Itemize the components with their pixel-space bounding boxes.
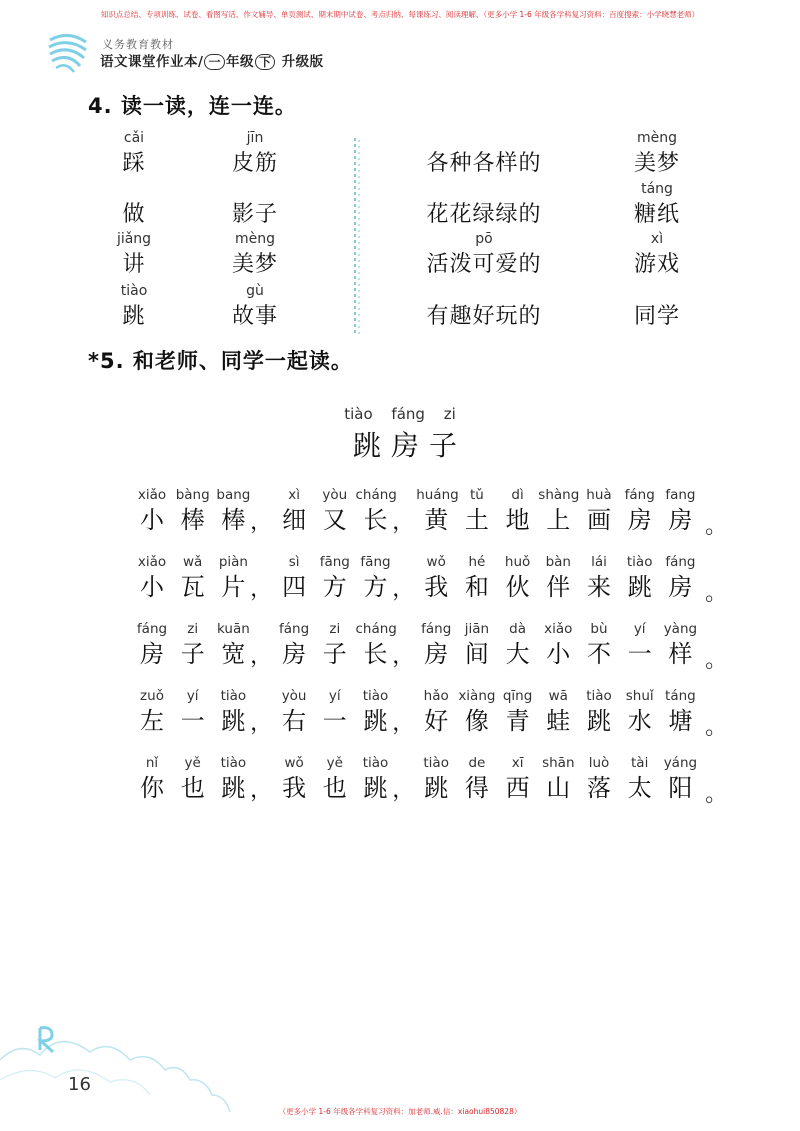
poem-character xyxy=(457,554,497,602)
character-hanzi: 阳 xyxy=(668,774,693,802)
character-hanzi: 长 xyxy=(363,640,388,668)
character-pinyin: xiàng xyxy=(458,688,496,704)
poem-character xyxy=(538,554,578,602)
poem-character xyxy=(132,554,172,602)
poem-character xyxy=(356,688,396,736)
poem-character xyxy=(498,487,538,535)
character-pinyin: yí xyxy=(186,688,199,704)
publisher-logo-icon xyxy=(46,30,90,74)
poem-character xyxy=(579,487,619,535)
q4-left-word-pinyin: cǎi xyxy=(123,130,145,146)
character-hanzi: 跳 xyxy=(363,774,388,802)
character-pinyin: tiào xyxy=(220,755,247,771)
poem-character xyxy=(457,621,497,669)
character-pinyin: xiǎo xyxy=(137,554,167,570)
poem-character xyxy=(538,755,578,803)
poem-period: 。 xyxy=(705,782,728,807)
character-pinyin: fáng xyxy=(279,621,310,637)
poem-comma: ， xyxy=(250,711,273,736)
character-hanzi: 长 xyxy=(363,506,388,534)
poem-character xyxy=(660,554,700,602)
character-pinyin: fāng xyxy=(360,554,391,570)
poem-comma: ， xyxy=(250,577,273,602)
poem-character xyxy=(315,755,355,803)
character-hanzi: 也 xyxy=(322,774,347,802)
poem-character xyxy=(173,688,213,736)
series-label: 义务教育教材 xyxy=(102,38,174,51)
q4-left-word[interactable]: 踩 xyxy=(122,151,146,176)
poem-character xyxy=(457,755,497,803)
character-pinyin: tài xyxy=(631,755,649,771)
character-pinyin: nǐ xyxy=(145,755,159,771)
poem-character xyxy=(660,688,700,736)
character-pinyin: fáng xyxy=(624,487,655,503)
character-hanzi: 子 xyxy=(322,640,347,668)
character-pinyin: huǒ xyxy=(504,554,531,570)
character-pinyin: bang xyxy=(216,487,251,503)
character-hanzi: 跳 xyxy=(221,707,246,735)
poem-comma: ， xyxy=(392,510,415,535)
character-pinyin: fang xyxy=(665,487,696,503)
poem-character xyxy=(356,487,396,535)
character-pinyin: yí xyxy=(328,688,341,704)
poem-character xyxy=(173,621,213,669)
top-note: 知识点总结、专项训练、试卷、看图写话、作文辅导、单页测试、期末期中试卷、考点归纳、每课练习、阅读理解、（更多小学 1-6 年级各学科复习资料：百度搜索：小学晓慧老师） xyxy=(100,10,700,19)
character-hanzi: 棒 xyxy=(180,506,205,534)
character-hanzi: 又 xyxy=(322,506,347,534)
character-pinyin: yí xyxy=(633,621,646,637)
poem-character xyxy=(416,621,456,669)
q4-left-object[interactable]: 皮筋 xyxy=(231,151,278,176)
poem-character xyxy=(213,688,253,736)
character-hanzi: 来 xyxy=(587,573,611,601)
character-pinyin: zuǒ xyxy=(140,688,164,704)
poem-comma: ， xyxy=(392,644,415,669)
character-hanzi: 样 xyxy=(668,640,693,668)
poem-comma: ， xyxy=(250,644,273,669)
character-hanzi: 房 xyxy=(668,573,693,601)
character-hanzi: 小 xyxy=(546,640,571,668)
poem-character xyxy=(213,554,253,602)
character-hanzi: 画 xyxy=(587,506,611,534)
poem-character xyxy=(315,487,355,535)
character-pinyin: tǔ xyxy=(469,487,484,503)
character-pinyin: huáng xyxy=(416,487,459,503)
character-pinyin: táng xyxy=(665,688,696,704)
character-hanzi: 房 xyxy=(282,640,307,668)
poem-line xyxy=(0,487,800,551)
character-pinyin: shàng xyxy=(538,487,580,503)
poem-character xyxy=(132,621,172,669)
grade-number-badge: 一 xyxy=(204,54,225,70)
character-hanzi: 你 xyxy=(140,774,164,802)
poem-line xyxy=(0,621,800,685)
character-hanzi: 宽 xyxy=(221,640,246,668)
q4-right-object[interactable]: 美梦 xyxy=(633,151,680,176)
character-pinyin: hǎo xyxy=(423,688,449,704)
grade-label: 年级 xyxy=(225,54,254,70)
book-title xyxy=(100,50,324,70)
character-pinyin: zi xyxy=(329,621,341,637)
character-hanzi: 落 xyxy=(587,774,611,802)
character-hanzi: 伙 xyxy=(505,573,530,601)
poem-period: 。 xyxy=(705,715,728,740)
poem-character xyxy=(538,621,578,669)
poem-character xyxy=(173,487,213,535)
q4-left-object[interactable]: 影子 xyxy=(231,202,278,227)
poem-character xyxy=(274,487,314,535)
poem-character xyxy=(660,755,700,803)
dotted-divider xyxy=(350,138,364,334)
character-hanzi: 一 xyxy=(180,707,205,735)
poem-character xyxy=(132,688,172,736)
poem-character xyxy=(416,487,459,535)
character-hanzi: 跳 xyxy=(627,573,652,601)
character-hanzi: 片 xyxy=(221,573,246,601)
character-pinyin: huà xyxy=(586,487,612,503)
poem-character xyxy=(274,621,314,669)
character-pinyin: yě xyxy=(184,755,201,771)
character-hanzi: 和 xyxy=(464,573,489,601)
character-hanzi: 像 xyxy=(464,707,489,735)
poem-line xyxy=(0,755,800,819)
book-prefix: 语文课堂作业本/ xyxy=(100,54,204,70)
character-hanzi: 黄 xyxy=(424,506,449,534)
character-pinyin: zi xyxy=(187,621,199,637)
page-number: 16 xyxy=(68,1074,91,1095)
character-pinyin: luò xyxy=(588,755,610,771)
character-pinyin: dì xyxy=(511,487,524,503)
q4-left-word-pinyin: jiǎng xyxy=(116,231,152,247)
poem-period: 。 xyxy=(705,581,728,606)
poem-character xyxy=(538,688,578,736)
character-hanzi: 得 xyxy=(464,774,489,802)
character-pinyin: tiào xyxy=(362,755,389,771)
character-hanzi: 不 xyxy=(587,640,611,668)
character-hanzi: 方 xyxy=(363,573,388,601)
poem-line xyxy=(0,688,800,752)
poem-character xyxy=(620,688,660,736)
character-hanzi: 四 xyxy=(282,573,307,601)
character-hanzi: 右 xyxy=(282,707,307,735)
poem-comma: ， xyxy=(250,510,273,535)
q4-left-word[interactable]: 做 xyxy=(122,202,146,227)
poem-character xyxy=(498,621,538,669)
q5-heading: *5. 和老师、同学一起读。 xyxy=(88,349,353,373)
character-pinyin: yòu xyxy=(322,487,348,503)
character-pinyin: bù xyxy=(590,621,608,637)
poem-character xyxy=(620,621,660,669)
character-pinyin: yàng xyxy=(663,621,698,637)
character-pinyin: qīng xyxy=(502,688,533,704)
character-hanzi: 跳 xyxy=(363,707,388,735)
character-pinyin: xī xyxy=(511,755,524,771)
character-pinyin: hé xyxy=(468,554,486,570)
character-pinyin: xì xyxy=(288,487,300,503)
poem-character xyxy=(315,621,355,669)
poem-character xyxy=(416,554,456,602)
q4-left-object-pinyin: jīn xyxy=(246,130,264,146)
bottom-note: （更多小学 1-6 年级各学科复习资料：加老师.威.信：xiaohui850828） xyxy=(278,1107,522,1116)
poem-character xyxy=(498,554,538,602)
poem-character xyxy=(538,487,578,535)
poem-character xyxy=(356,621,396,669)
poem-comma: ， xyxy=(250,778,273,803)
poem-character xyxy=(620,755,660,803)
poem-period: 。 xyxy=(705,648,728,673)
term-badge: 下 xyxy=(255,54,276,70)
character-hanzi: 房 xyxy=(627,506,652,534)
character-pinyin: sì xyxy=(288,554,300,570)
poem-character xyxy=(620,554,660,602)
q4-left-object[interactable]: 美梦 xyxy=(231,252,278,277)
character-hanzi: 水 xyxy=(627,707,652,735)
character-hanzi: 西 xyxy=(505,774,530,802)
poem-character xyxy=(660,487,700,535)
character-hanzi: 好 xyxy=(424,707,449,735)
character-pinyin: wǒ xyxy=(426,554,446,570)
character-pinyin: fáng xyxy=(421,621,452,637)
character-hanzi: 跳 xyxy=(424,774,449,802)
poem-line xyxy=(0,554,800,618)
character-hanzi: 大 xyxy=(505,640,530,668)
poem-character xyxy=(315,688,355,736)
character-pinyin: kuān xyxy=(216,621,250,637)
character-hanzi: 也 xyxy=(180,774,205,802)
poem-title: 跳房子 xyxy=(352,429,467,462)
character-pinyin: tiào xyxy=(362,688,389,704)
poem-character xyxy=(620,487,660,535)
character-hanzi: 上 xyxy=(546,506,571,534)
q4-left-object-pinyin: mèng xyxy=(234,231,275,247)
character-pinyin: piàn xyxy=(218,554,248,570)
character-pinyin: yě xyxy=(326,755,343,771)
character-hanzi: 左 xyxy=(140,707,164,735)
poem-character xyxy=(213,487,253,535)
poem-character xyxy=(579,554,619,602)
character-hanzi: 我 xyxy=(282,774,307,802)
character-hanzi: 间 xyxy=(464,640,489,668)
q4-left-word-pinyin: tiào xyxy=(120,283,148,299)
q4-right-modifier[interactable]: 有趣好玩的 xyxy=(426,304,542,329)
character-hanzi: 我 xyxy=(424,573,449,601)
poem-character xyxy=(213,755,253,803)
poem-comma: ， xyxy=(392,711,415,736)
character-pinyin: tiào xyxy=(626,554,653,570)
character-pinyin: tiào xyxy=(220,688,247,704)
character-hanzi: 山 xyxy=(546,774,571,802)
character-hanzi: 房 xyxy=(140,640,164,668)
poem-character xyxy=(498,688,538,736)
poem-character xyxy=(660,621,700,669)
poem-title-pinyin: tiào fáng zi xyxy=(344,405,456,423)
poem-comma: ， xyxy=(392,577,415,602)
character-hanzi: 太 xyxy=(627,774,652,802)
poem-character xyxy=(274,755,314,803)
character-pinyin: xiǎo xyxy=(137,487,167,503)
poem-character xyxy=(498,755,538,803)
poem-character xyxy=(173,755,213,803)
q4-right-object[interactable]: 游戏 xyxy=(633,252,680,277)
character-pinyin: wǒ xyxy=(284,755,304,771)
character-hanzi: 房 xyxy=(424,640,449,668)
character-hanzi: 青 xyxy=(505,707,530,735)
poem-character xyxy=(356,755,396,803)
character-pinyin: wā xyxy=(548,688,568,704)
poem-character xyxy=(579,688,619,736)
character-hanzi: 小 xyxy=(140,506,164,534)
character-pinyin: bàn xyxy=(545,554,571,570)
poem-character xyxy=(132,487,172,535)
character-pinyin: tiào xyxy=(586,688,612,704)
character-hanzi: 地 xyxy=(505,506,530,534)
character-pinyin: fáng xyxy=(136,621,168,637)
character-hanzi: 瓦 xyxy=(180,573,205,601)
character-pinyin: bàng xyxy=(175,487,210,503)
character-pinyin: cháng xyxy=(355,621,397,637)
character-hanzi: 一 xyxy=(627,640,652,668)
book-suffix: 升级版 xyxy=(281,54,324,70)
q4-left-object-pinyin: gù xyxy=(246,283,264,299)
poem-character xyxy=(457,487,497,535)
character-hanzi: 土 xyxy=(464,506,489,534)
poem-character xyxy=(274,554,314,602)
character-hanzi: 一 xyxy=(322,707,347,735)
character-hanzi: 塘 xyxy=(668,707,693,735)
poem-character xyxy=(416,755,456,803)
q4-right-object[interactable]: 同学 xyxy=(633,304,680,329)
poem-character xyxy=(274,688,314,736)
character-pinyin: shān xyxy=(542,755,575,771)
q4-right-object[interactable]: 糖纸 xyxy=(633,202,680,227)
poem-character xyxy=(213,621,253,669)
poem-character xyxy=(579,755,619,803)
character-pinyin: fáng xyxy=(665,554,696,570)
character-pinyin: xiǎo xyxy=(544,621,573,637)
q4-left-word[interactable]: 跳 xyxy=(122,304,146,329)
poem-comma: ， xyxy=(392,778,415,803)
character-pinyin: cháng xyxy=(355,487,397,503)
character-hanzi: 房 xyxy=(668,506,693,534)
poem-character xyxy=(173,554,213,602)
poem-character xyxy=(356,554,396,602)
character-pinyin: shuǐ xyxy=(625,688,654,704)
q4-right-object-pinyin: táng xyxy=(641,181,673,197)
character-hanzi: 方 xyxy=(322,573,347,601)
poem-character xyxy=(579,621,619,669)
q4-right-object-pinyin: xì xyxy=(650,231,664,247)
poem-character xyxy=(132,755,172,803)
q4-left-word[interactable]: 讲 xyxy=(122,252,146,277)
character-pinyin: tiào xyxy=(423,755,449,771)
poem-character xyxy=(457,688,497,736)
q4-right-modifier-pinyin: pō xyxy=(475,231,493,247)
q4-right-modifier[interactable]: 各种各样的 xyxy=(426,151,542,176)
q4-right-modifier[interactable]: 花花绿绿的 xyxy=(426,202,542,227)
q4-right-modifier[interactable]: 活泼可爱的 xyxy=(426,252,542,277)
character-hanzi: 棒 xyxy=(221,506,246,534)
character-pinyin: yáng xyxy=(663,755,698,771)
poem-period: 。 xyxy=(705,514,728,539)
q4-heading: 4. 读一读，连一连。 xyxy=(88,94,297,118)
character-hanzi: 细 xyxy=(282,506,307,534)
character-hanzi: 子 xyxy=(180,640,205,668)
character-hanzi: 伴 xyxy=(546,573,571,601)
character-pinyin: wǎ xyxy=(183,554,203,570)
character-pinyin: de xyxy=(468,755,486,771)
character-pinyin: jiān xyxy=(464,621,490,637)
character-hanzi: 蛙 xyxy=(546,707,571,735)
character-hanzi: 跳 xyxy=(587,707,611,735)
poem-character xyxy=(416,688,456,736)
q4-right-object-pinyin: mèng xyxy=(636,130,677,146)
character-hanzi: 跳 xyxy=(221,774,246,802)
q4-left-object[interactable]: 故事 xyxy=(231,304,278,329)
character-pinyin: dà xyxy=(509,621,527,637)
character-hanzi: 小 xyxy=(140,573,164,601)
character-pinyin: lái xyxy=(591,554,607,570)
poem-character xyxy=(315,554,355,602)
character-pinyin: fāng xyxy=(319,554,350,570)
character-pinyin: yòu xyxy=(281,688,307,704)
